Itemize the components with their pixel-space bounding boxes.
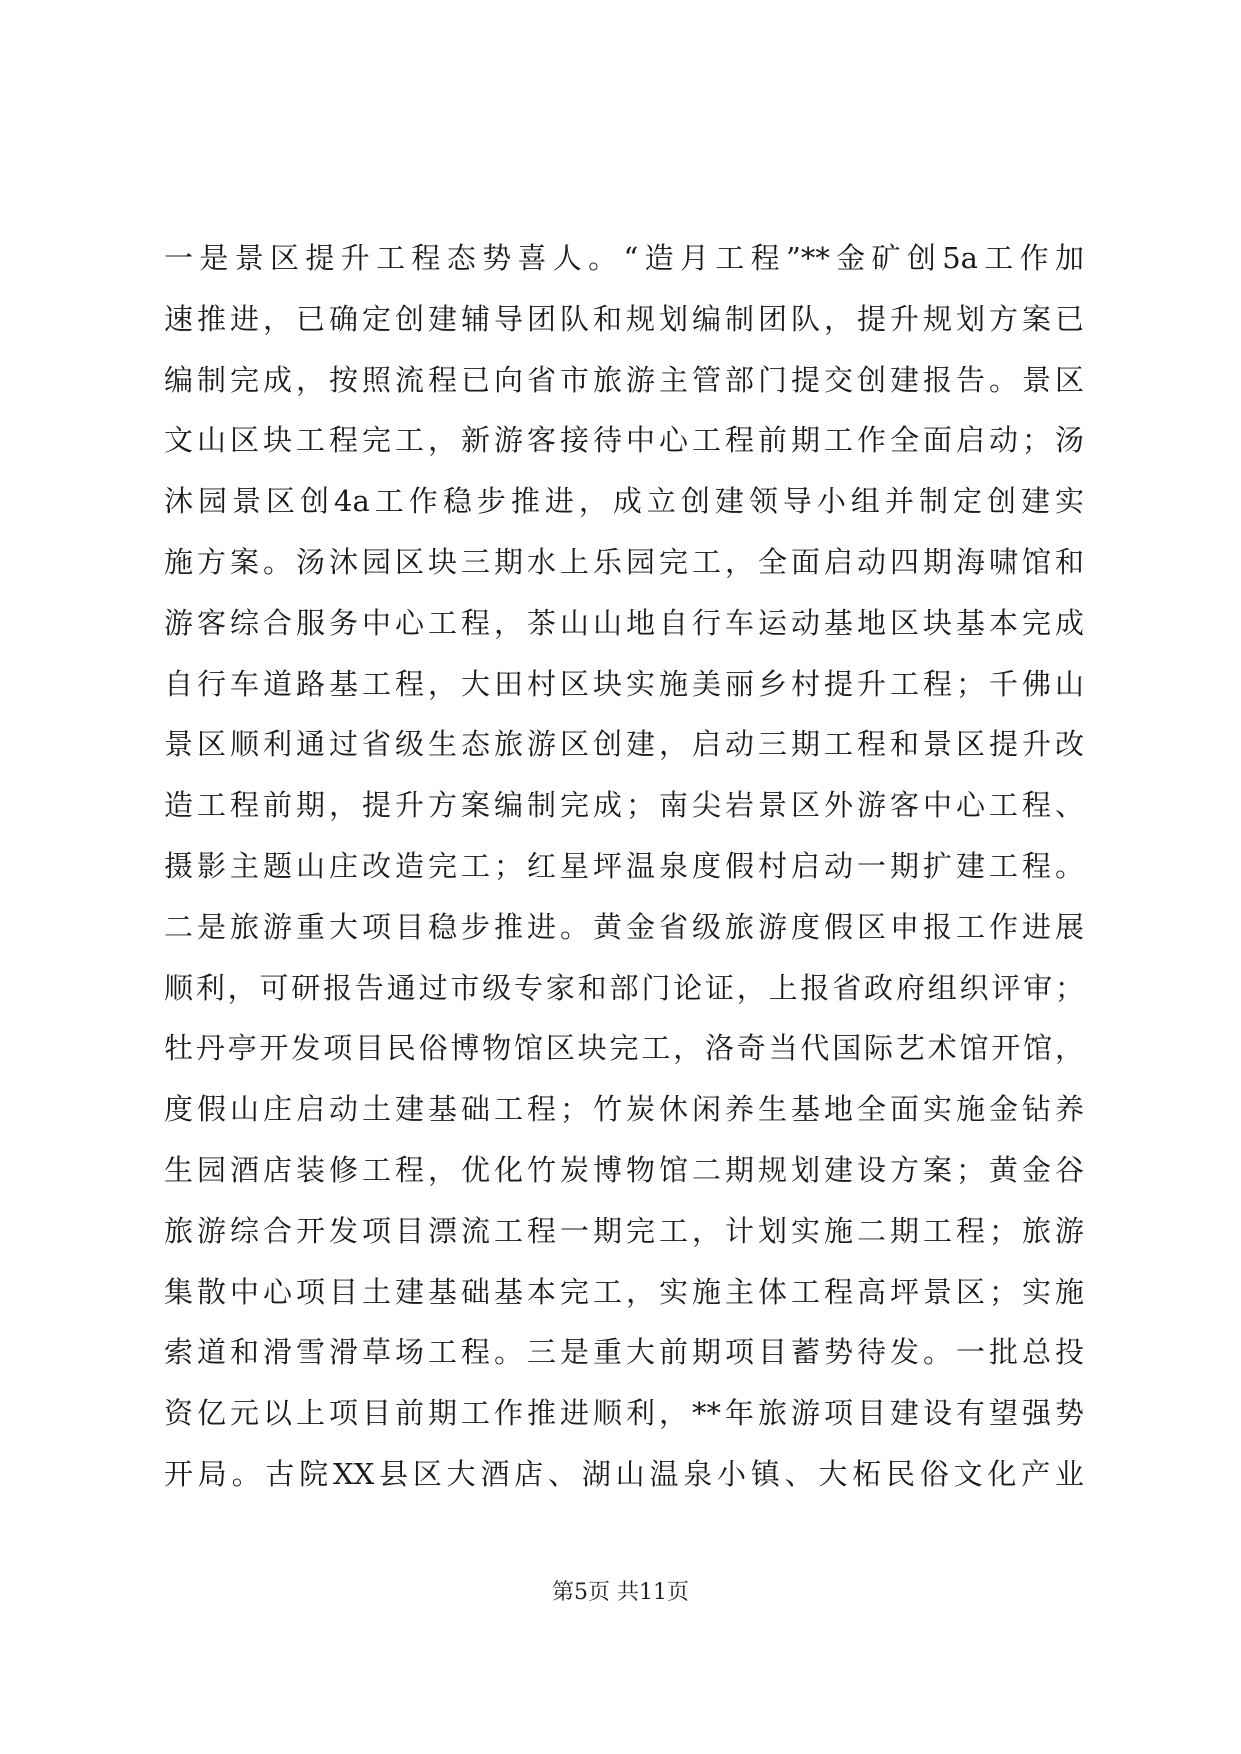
text-line: 景区顺利通过省级生态旅游区创建，启动三期工程和景区提升改 [164,727,1084,762]
text-line: 自行车道路基工程，大田村区块实施美丽乡村提升工程；千佛山 [164,666,1084,701]
text-line: 二是旅游重大项目稳步推进。黄金省级旅游度假区申报工作进展 [164,909,1084,944]
text-line: 旅游综合开发项目漂流工程一期完工，计划实施二期工程；旅游 [164,1213,1084,1248]
text-line: 牡丹亭开发项目民俗博物馆区块完工，洛奇当代国际艺术馆开馆， [164,1031,1084,1066]
page-number-footer: 第5页 共11页 [552,1580,689,1605]
text-line: 资亿元以上项目前期工作推进顺利，**年旅游项目建设有望强势 [164,1396,1084,1431]
text-line: 造工程前期，提升方案编制完成；南尖岩景区外游客中心工程、 [164,788,1084,823]
text-line: 施方案。汤沐园区块三期水上乐园完工，全面启动四期海啸馆和 [164,544,1084,579]
text-line: 一是景区提升工程态势喜人。“造月工程”**金矿创5a工作加 [164,241,1084,275]
text-line: 速推进，已确定创建辅导团队和规划编制团队，提升规划方案已 [164,301,1084,336]
text-line: 集散中心项目土建基础基本完工，实施主体工程高坪景区；实施 [164,1274,1084,1309]
text-line: 索道和滑雪滑草场工程。三是重大前期项目蓄势待发。一批总投 [164,1335,1084,1370]
text-line: 生园酒店装修工程，优化竹炭博物馆二期规划建设方案；黄金谷 [164,1152,1084,1187]
text-line: 摄影主题山庄改造完工；红星坪温泉度假村启动一期扩建工程。 [164,848,1084,883]
text-line: 沐园景区创4a工作稳步推进，成立创建领导小组并制定创建实 [164,484,1084,519]
text-line: 文山区块工程完工，新游客接待中心工程前期工作全面启动；汤 [164,423,1084,458]
text-line: 开局。古院XX县区大酒店、湖山温泉小镇、大柘民俗文化产业 [164,1456,1084,1491]
body-paragraph [164,228,1084,1505]
text-line: 游客综合服务中心工程，茶山山地自行车运动基地区块基本完成 [164,605,1084,640]
text-line: 编制完成，按照流程已向省市旅游主管部门提交创建报告。景区 [164,362,1084,397]
text-line: 度假山庄启动土建基础工程；竹炭休闲养生基地全面实施金钻养 [164,1092,1084,1127]
text-line: 顺利，可研报告通过市级专家和部门论证，上报省政府组织评审； [164,970,1084,1005]
